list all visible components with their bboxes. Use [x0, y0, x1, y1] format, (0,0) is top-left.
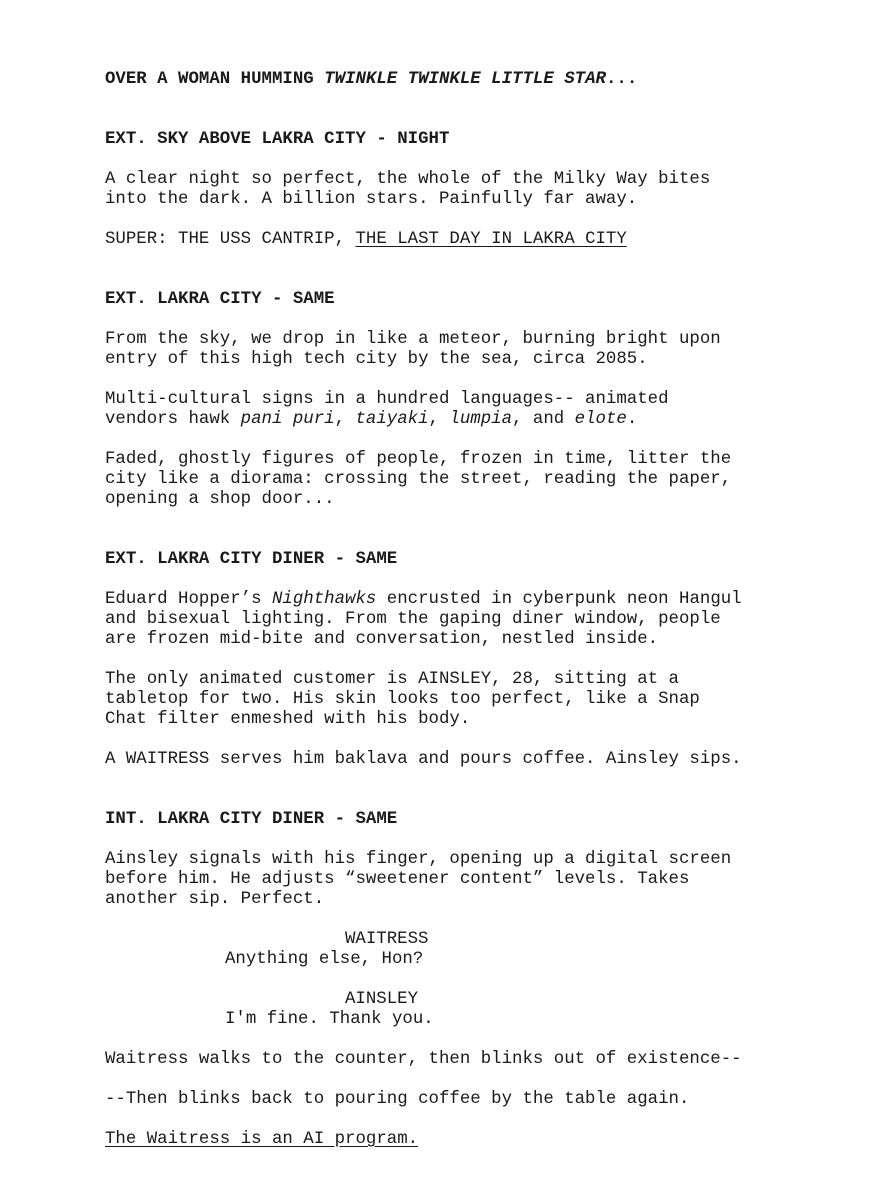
action-line: another sip. Perfect. — [105, 890, 325, 909]
text-segment: , and — [512, 410, 575, 429]
action-line: From the sky, we drop in like a meteor, burning bright upon — [105, 330, 721, 349]
text-segment: encrusted in cyberpunk neon Hangul — [376, 590, 742, 609]
song-title: TWINKLE TWINKLE LITTLE STAR — [324, 70, 606, 89]
action-line — [105, 590, 742, 610]
scene-heading: EXT. SKY ABOVE LAKRA CITY - NIGHT — [105, 130, 450, 149]
food-name: taiyaki — [355, 410, 429, 429]
action-line: opening a shop door... — [105, 490, 335, 509]
action-line: The only animated customer is AINSLEY, 28, sitting at a — [105, 670, 679, 689]
closing-line: The Waitress is an AI program. — [105, 1130, 419, 1149]
action-line: Chat filter enmeshed with his body. — [105, 710, 471, 729]
opening-line-suffix: ... — [605, 70, 638, 89]
text-segment: , — [428, 410, 450, 429]
action-line: Multi-cultural signs in a hundred languages-- animated — [105, 390, 669, 409]
action-line: Ainsley signals with his finger, opening up a digital screen — [105, 850, 732, 869]
character-cue: AINSLEY — [345, 990, 419, 1009]
action-line: --Then blinks back to pouring coffee by the table again. — [105, 1090, 690, 1109]
opening-line-prefix: OVER A WOMAN HUMMING — [105, 70, 325, 89]
dialogue-line: I'm fine. Thank you. — [225, 1010, 434, 1029]
super-title: THE LAST DAY IN LAKRA CITY — [355, 230, 627, 249]
character-cue: WAITRESS — [345, 930, 429, 949]
scene-heading: EXT. LAKRA CITY DINER - SAME — [105, 550, 398, 569]
super-prefix: SUPER: THE USS CANTRIP, — [105, 230, 356, 249]
scene-heading: EXT. LAKRA CITY - SAME — [105, 290, 335, 309]
action-line: and bisexual lighting. From the gaping diner window, people — [105, 610, 721, 629]
action-line: Waitress walks to the counter, then blinks out of existence-- — [105, 1050, 742, 1069]
text-segment: . — [626, 410, 638, 429]
action-line: A clear night so perfect, the whole of the Milky Way bites — [105, 170, 711, 189]
text-segment: Eduard Hopper’s — [105, 590, 272, 609]
action-line: Faded, ghostly figures of people, frozen in time, litter the — [105, 450, 732, 469]
action-line: before him. He adjusts “sweetener content” levels. Takes — [105, 870, 690, 889]
text-segment: , — [334, 410, 356, 429]
super-line — [105, 230, 627, 250]
action-line: are frozen mid-bite and conversation, nestled inside. — [105, 630, 659, 649]
food-name: elote — [574, 410, 627, 429]
action-line: city like a diorama: crossing the street, reading the paper, — [105, 470, 732, 489]
action-line: entry of this high tech city by the sea, circa 2085. — [105, 350, 648, 369]
text-segment: vendors hawk — [105, 410, 241, 429]
action-line: into the dark. A billion stars. Painfully far away. — [105, 190, 638, 209]
action-line: tabletop for two. His skin looks too perfect, like a Snap — [105, 690, 700, 709]
painting-title: Nighthawks — [271, 590, 377, 609]
dialogue-line: Anything else, Hon? — [225, 950, 424, 969]
action-line — [105, 410, 637, 430]
food-name: pani puri — [240, 410, 335, 429]
opening-line — [105, 70, 637, 90]
food-name: lumpia — [449, 410, 513, 429]
scene-heading: INT. LAKRA CITY DINER - SAME — [105, 810, 398, 829]
action-line: A WAITRESS serves him baklava and pours coffee. Ainsley sips. — [105, 750, 742, 769]
